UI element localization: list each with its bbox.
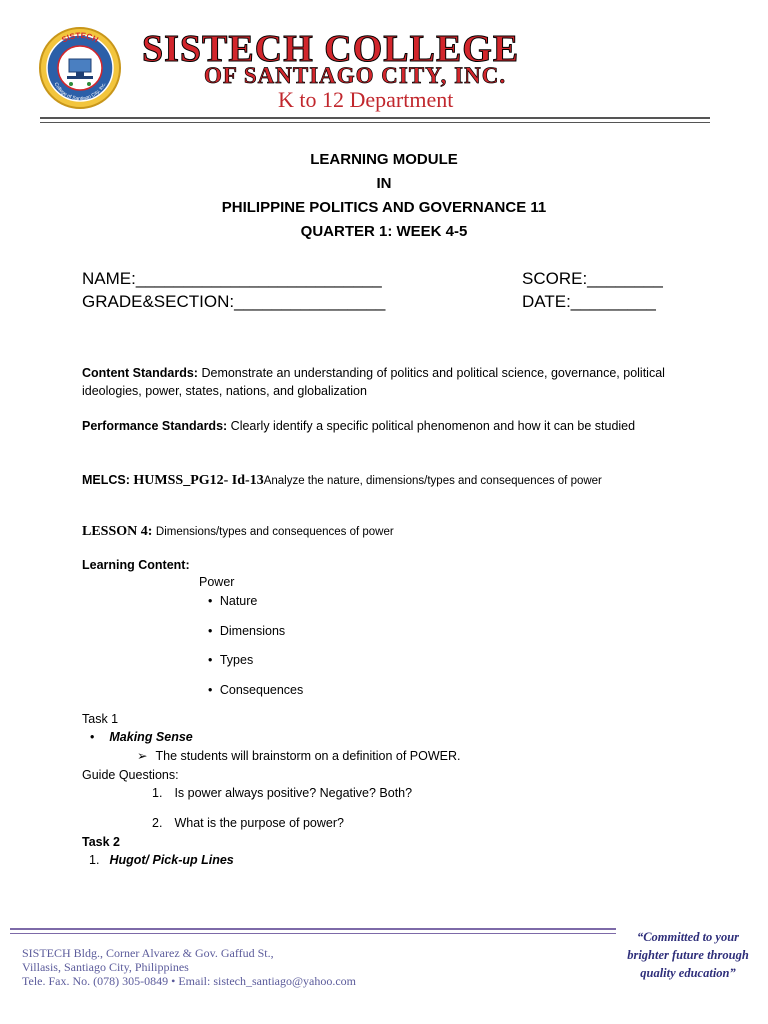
module-title: LEARNING MODULE [310, 151, 458, 168]
content-standards-text: Demonstrate an understanding of politics and political science, governance, political ideologies, power, states, nations, and globalization [82, 366, 665, 398]
list-item: • Types [208, 653, 254, 667]
svg-text:SISTECH: SISTECH [60, 30, 100, 45]
motto-line: “Committed to your [636, 930, 740, 944]
header-divider-thin [40, 122, 710, 123]
list-item: • Dimensions [208, 624, 286, 638]
module-title-in: IN [376, 175, 392, 192]
melcs-code: HUMSS_PG12- Id-13 [133, 473, 264, 488]
guide-question: 2. What is the purpose of power? [152, 816, 344, 830]
learning-content-label: Learning Content: [82, 558, 190, 572]
melcs-text: Analyze the nature, dimensions/types and consequences of power [263, 475, 602, 487]
header-divider [40, 117, 710, 119]
motto-line: quality education” [640, 966, 736, 980]
performance-standards-label: Performance Standards: [82, 419, 228, 433]
task1-activity: • Making Sense [90, 730, 193, 744]
footer-contact: Tele. Fax. No. (078) 305-0849 • Email: sistech_santiago@yahoo.com [22, 974, 357, 988]
performance-standards [82, 417, 682, 435]
footer-divider [10, 928, 616, 930]
lesson-text: Dimensions/types and consequences of power [155, 526, 394, 538]
content-standards [82, 364, 682, 400]
performance-standards-text: Clearly identify a specific political phenomenon and how it can be studied [230, 419, 636, 433]
name-field: NAME:__________________________ [82, 269, 382, 288]
subject-title: PHILIPPINE POLITICS AND GOVERNANCE 11 [221, 199, 547, 216]
footer-address-line1: SISTECH Bldg., Corner Alvarez & Gov. Gaffud St., [22, 946, 274, 960]
melcs [82, 471, 702, 490]
lesson-heading [82, 522, 682, 541]
score-field: SCORE:________ [522, 269, 663, 288]
motto-line: brighter future through [627, 948, 749, 962]
task2-activity: 1. Hugot/ Pick-up Lines [89, 853, 234, 867]
grade-section-field: GRADE&SECTION:________________ [82, 292, 386, 311]
quarter-title: QUARTER 1: WEEK 4-5 [300, 223, 468, 240]
task1-label: Task 1 [82, 712, 119, 726]
list-item: • Consequences [208, 683, 304, 697]
task2-label: Task 2 [82, 835, 120, 849]
content-standards-label: Content Standards: [82, 366, 198, 380]
lesson-label: LESSON 4: [82, 524, 153, 539]
footer-address-line2: Villasis, Santiago City, Philippines [22, 960, 189, 974]
guide-question: 1. Is power always positive? Negative? Both? [152, 786, 413, 800]
department-name: K to 12 Department [278, 87, 454, 112]
college-seal-logo [38, 26, 122, 110]
footer-divider-thin [10, 933, 616, 934]
date-field: DATE:_________ [522, 292, 656, 311]
list-item: • Nature [208, 594, 258, 608]
college-subname: OF SANTIAGO CITY, INC. [204, 63, 507, 88]
task1-instruction: ➢ The students will brainstorm on a definition of POWER. [137, 749, 461, 763]
melcs-label: MELCS: [82, 473, 130, 487]
guide-questions-label: Guide Questions: [82, 768, 179, 782]
learning-content-topic: Power [199, 575, 235, 589]
svg-text:College of Santiago City, Inc.: College of Santiago City, Inc. [52, 81, 108, 103]
college-name: SISTECH COLLEGE [142, 28, 520, 70]
college-motto [614, 928, 762, 982]
arrow-bullet-icon: ➢ [137, 749, 148, 763]
